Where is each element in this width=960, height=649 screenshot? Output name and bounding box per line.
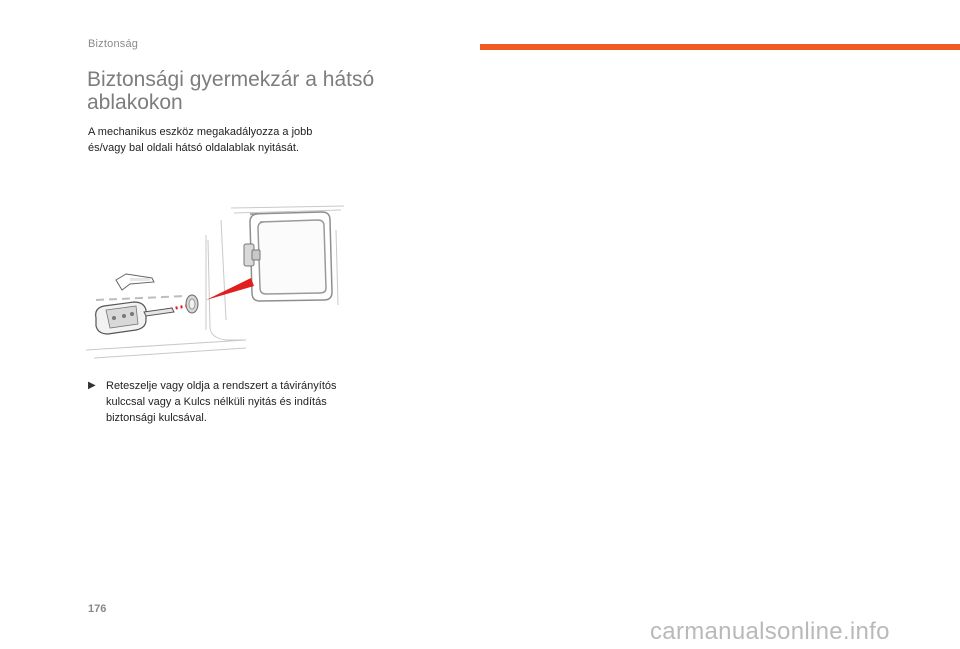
instruction-item: [88, 378, 338, 426]
guide-dashed-line: [96, 296, 186, 300]
accent-bar: [480, 44, 960, 50]
watermark: carmanualsonline.info: [650, 618, 890, 645]
red-indicator-arrow: [206, 278, 254, 300]
page-number: 176: [88, 603, 107, 615]
intro-paragraph: A mechanikus eszköz megakadályozza a jobb és/vagy bal oldali hátsó oldalablak nyitását.: [88, 126, 313, 154]
child-lock-window-illustration: [86, 200, 348, 365]
instruction-text: Reteszelje vagy oldja a rendszert a távirányítós kulccsal vagy a Kulcs nélküli nyitás és indítás biztonsági kulcsával.: [106, 380, 337, 424]
rear-window: [250, 212, 332, 301]
section-label: Biztonság: [88, 38, 139, 50]
lock-cylinder-icon: [186, 295, 198, 313]
page-title: Biztonsági gyermekzár a hátsó ablakokon: [87, 68, 375, 114]
remote-key-fob-icon: [96, 302, 174, 334]
arrow-bullet-icon: ▶: [88, 380, 96, 391]
emergency-key-icon: [116, 274, 154, 290]
